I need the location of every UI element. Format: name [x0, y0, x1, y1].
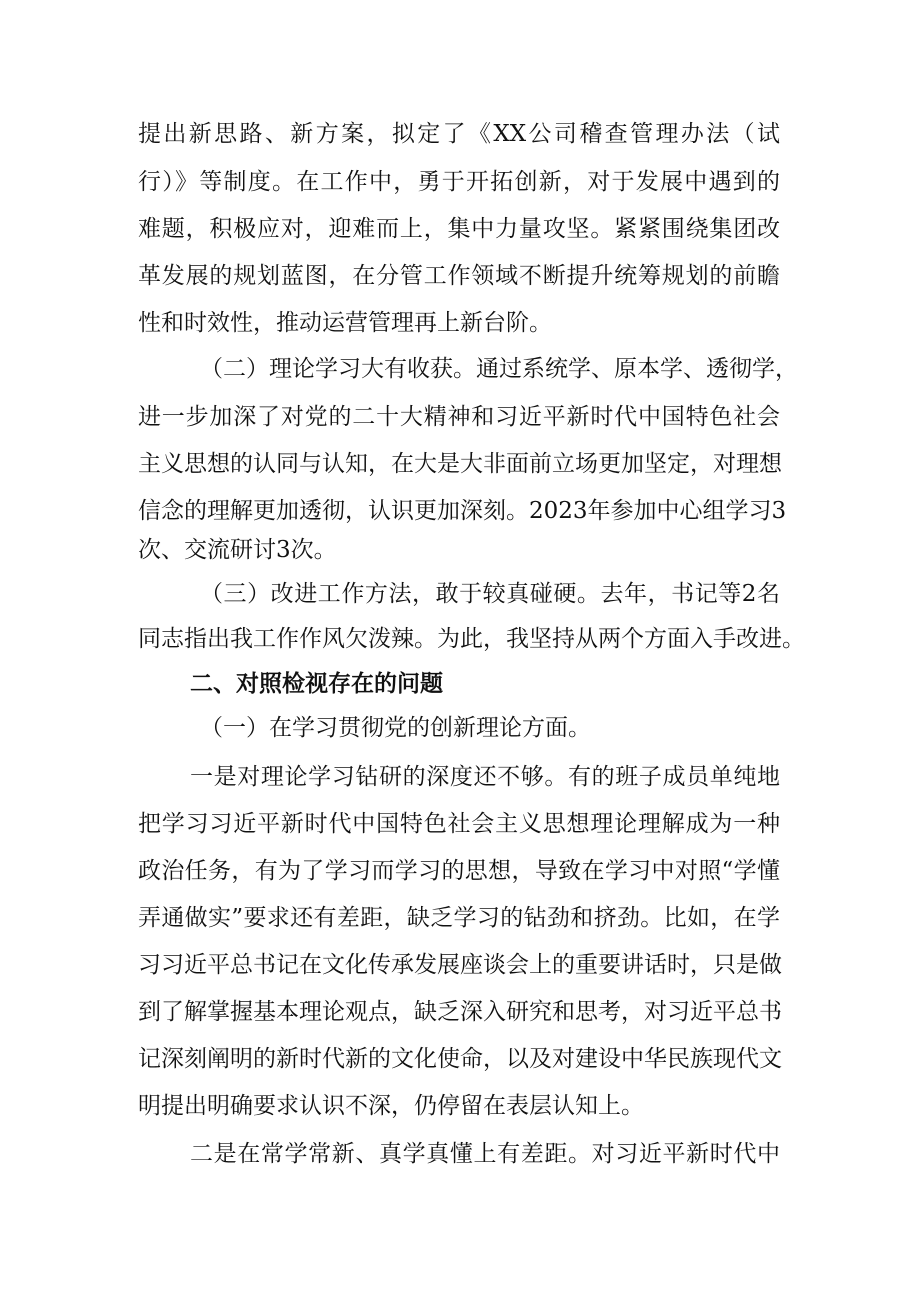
paragraph-line: 明提出明确要求认识不深，仍停留在表层认知上。: [138, 1093, 644, 1119]
paragraph-line: 主义思想的认同与认知，在大是大非面前立场更加坚定，对理想: [138, 451, 782, 477]
paragraph-line: 弄通做实”要求还有差距，缺乏学习的钻劲和挤劲。比如，在学: [138, 905, 780, 931]
paragraph-line: 革发展的规划蓝图，在分管工作领域不断提升统筹规划的前瞻: [138, 263, 780, 289]
paragraph-line: 信念的理解更加透彻，认识更加深刻。2023年参加中心组学习3: [138, 498, 787, 524]
paragraph-line: 记深刻阐明的新时代新的文化使命，以及对建设中华民族现代文: [138, 1046, 782, 1072]
paragraph-line: 进一步加深了对党的二十大精神和习近平新时代中国特色社会: [138, 404, 780, 430]
paragraph-line: 性和时效性，推动运营管理再上新台阶。: [138, 310, 552, 336]
paragraph-line: （一）在学习贯彻党的创新理论方面。: [200, 715, 591, 741]
paragraph-line: 二是在常学常新、真学真懂上有差距。对习近平新时代中: [190, 1141, 780, 1167]
paragraph-line: 难题，积极应对，迎难而上，集中力量攻坚。紧紧围绕集团改: [138, 216, 780, 242]
paragraph-line: 到了解掌握基本理论观点，缺乏深入研究和思考，对习近平总书: [138, 999, 782, 1025]
paragraph-line: 次、交流研讨3次。: [138, 537, 337, 563]
paragraph-line: 提出新思路、新方案，拟定了《XX公司稽查管理办法（试: [138, 121, 780, 147]
paragraph-line: 一是对理论学习钻研的深度还不够。有的班子成员单纯地: [190, 764, 780, 790]
paragraph-line: （二）理论学习大有收获。通过系统学、原本学、透彻学，: [200, 356, 798, 382]
paragraph-line: 把学习习近平新时代中国特色社会主义思想理论理解成为一种: [138, 811, 780, 837]
paragraph-line: 同志指出我工作作风欠泼辣。为此，我坚持从两个方面入手改进。: [138, 626, 805, 652]
paragraph-line: 行）》等制度。在工作中，勇于开拓创新，对于发展中遇到的: [138, 169, 780, 195]
paragraph-line: 习习近平总书记在文化传承发展座谈会上的重要讲话时，只是做: [138, 952, 782, 978]
paragraph-line: 政治任务，有为了学习而学习的思想，导致在学习中对照“学懂: [138, 858, 780, 884]
paragraph-line: （三）改进工作方法，敢于较真碰硬。去年，书记等2名: [200, 581, 780, 607]
section-heading: 二、对照检视存在的问题: [190, 671, 443, 697]
